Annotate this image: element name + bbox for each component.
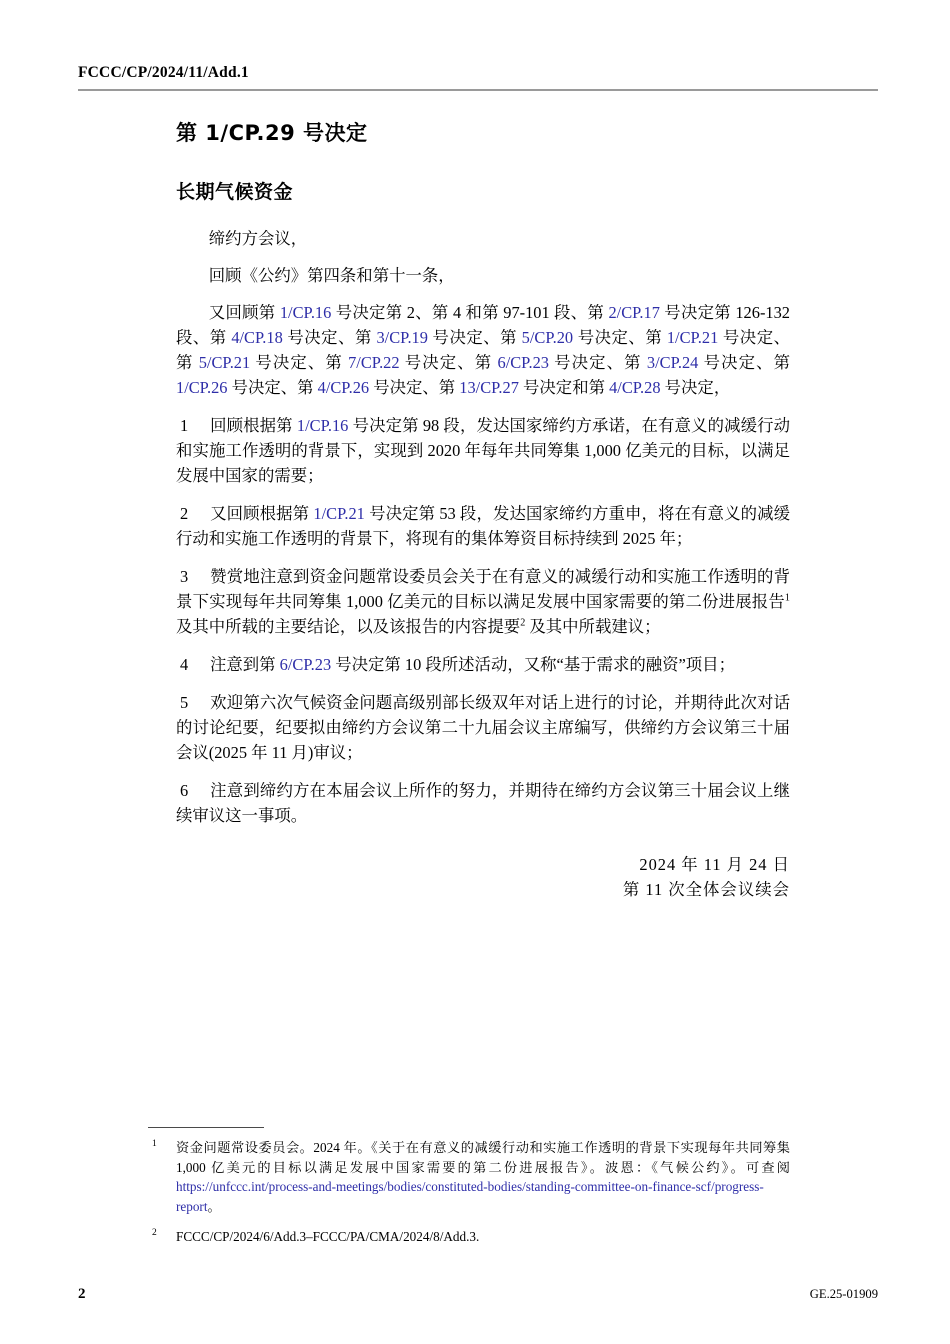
header-rule [78,89,878,91]
text-run: 又回顾第 [208,303,280,322]
text-run: 号决定、第 [282,328,377,347]
decision-link-13cp27[interactable]: 13/CP.27 [459,378,519,397]
operative-paragraph-5 [176,690,790,765]
text-run: 号决定第 10 段所述活动，又称“基于需求的融资”项目； [331,655,735,674]
decision-link-4cp18[interactable]: 4/CP.18 [231,328,283,347]
text-run: 回顾根据第 [210,416,297,435]
operative-paragraph-6 [176,778,790,828]
preamble-recalling-decisions [176,300,790,400]
adoption-date: 2024 年 11 月 24 日 [639,855,790,874]
operative-paragraph-4 [176,652,790,677]
paragraph-number: 5 [180,693,189,712]
paragraph-number: 6 [180,781,189,800]
document-symbol: FCCC/CP/2024/11/Add.1 [78,64,249,81]
page-footer [78,1286,878,1303]
text-run: 号决定、第 [427,328,522,347]
text-run: 号决定和第 [518,378,610,397]
footnote-ref-2[interactable]: 2 [520,617,526,629]
adoption-meeting: 第 11 次全体会议续会 [622,880,790,899]
footnote-2 [148,1227,790,1247]
decision-link-4cp28[interactable]: 4/CP.28 [609,378,661,397]
text-run: 欢迎第六次气候资金问题高级别部长级双年对话上进行的讨论，并期待此次对话的讨论纪要，纪要拟由缔约方会议第二十九届会议主席编写，供缔约方会议第三十届会议(2025 年 11 月)审议； [176,693,790,762]
decision-link-6cp23[interactable]: 6/CP.23 [279,655,332,674]
footnote-marker: 2 [152,1228,157,1238]
footnote-1 [148,1138,790,1216]
text-run: 号决定、第 [250,353,349,372]
decision-link-7cp22[interactable]: 7/CP.22 [348,353,400,372]
paragraph-number: 1 [180,416,189,435]
document-body [176,226,790,841]
paragraph-number: 3 [180,567,189,586]
text-run: 及其中所载建议； [525,617,661,636]
decision-link-3cp24[interactable]: 3/CP.24 [646,353,699,372]
footnote-separator [148,1127,264,1128]
adoption-block [176,852,790,902]
operative-paragraph-3 [176,564,790,639]
text-run: 又回顾根据第 [210,504,314,523]
job-number: GE.25-01909 [809,1287,878,1301]
decision-link-1cp16[interactable]: 1/CP.16 [279,303,332,322]
text-run: 。 [207,1198,221,1214]
decision-link-2cp17[interactable]: 2/CP.17 [608,303,660,322]
text-run: 号决定第 98 段，发达国家缔约方承诺，在有意义的减缓行动和实施工作透明的背景下，实现到 2020 年每年共同筹集 1,000 亿美元的目标，以满足发展中国家的需要； [176,416,790,485]
operative-paragraph-2 [176,501,790,551]
text-run: 资金问题常设委员会。2024 年。《关于在有意义的减缓行动和实施工作透明的背景下实现每年共同筹集 1,000 亿美元的目标以满足发展中国家需要的第二份进展报告》。波恩：《气候公约》。可查阅 [176,1140,790,1175]
page-number: 2 [78,1286,86,1302]
footnote-area [148,1138,790,1258]
text-run: 号决定、第 [399,353,498,372]
text-run: 号决定、第 [227,378,318,397]
text-run: 注意到缔约方在本届会议上所作的努力，并期待在缔约方会议第三十届会议上继续审议这一事项。 [176,781,790,825]
decision-link-1cp21[interactable]: 1/CP.21 [666,328,719,347]
paragraph-number: 2 [180,504,189,523]
text-run: 赞赏地注意到资金问题常设委员会关于在有意义的减缓行动和实施工作透明的背景下实现每年共同筹集 1,000 亿美元的目标以满足发展中国家需要的第二份进展报告 [176,567,790,611]
decision-link-1cp16[interactable]: 1/CP.16 [296,416,349,435]
footnote-url-link[interactable]: https://unfccc.int/process-and-meetings/bodies/constituted-bodies/standing-committee-on-finance-scf/progress-report [176,1179,764,1214]
decision-link-1cp26[interactable]: 1/CP.26 [176,378,228,397]
text-run: FCCC/CP/2024/6/Add.3–FCCC/PA/CMA/2024/8/Add.3. [176,1229,480,1244]
decision-link-3cp19[interactable]: 3/CP.19 [376,328,428,347]
text-run: 号决定第 2、第 4 和第 97-101 段、第 [331,303,609,322]
decision-title: 第 1/CP.29 号决定 [176,121,368,145]
preamble-line: 缔约方会议， [208,229,308,248]
text-run: 号决定、第 [176,328,790,372]
text-run: 号决定第 53 段，发达国家缔约方重申，将在有意义的减缓行动和实施工作透明的背景下，将现有的集体筹资目标持续到 2025 年； [176,504,790,548]
operative-paragraph-1 [176,413,790,488]
text-run: 号决定， [660,378,731,397]
decision-link-4cp26[interactable]: 4/CP.26 [317,378,370,397]
preamble-line: 回顾《公约》第四条和第十一条， [208,266,455,285]
text-run: 号决定、第 [548,353,647,372]
text-run: 号决定、第 [573,328,667,347]
footnote-ref-1[interactable]: 1 [784,592,790,604]
text-run: 号决定、第 [698,353,790,372]
decision-link-6cp23[interactable]: 6/CP.23 [497,353,549,372]
decision-link-5cp21[interactable]: 5/CP.21 [198,353,251,372]
decision-subject-title: 长期气候资金 [176,181,294,203]
text-run: 号决定、第 [369,378,460,397]
text-run: 及其中所载的主要结论，以及该报告的内容提要 [176,617,521,636]
text-run: 号决定第 126-132 段、第 [176,303,790,347]
footnote-marker: 1 [152,1139,157,1149]
document-header [78,64,878,82]
paragraph-number: 4 [180,655,189,674]
decision-link-5cp20[interactable]: 5/CP.20 [521,328,574,347]
decision-link-1cp21[interactable]: 1/CP.21 [313,504,365,523]
text-run: 注意到第 [210,655,280,674]
